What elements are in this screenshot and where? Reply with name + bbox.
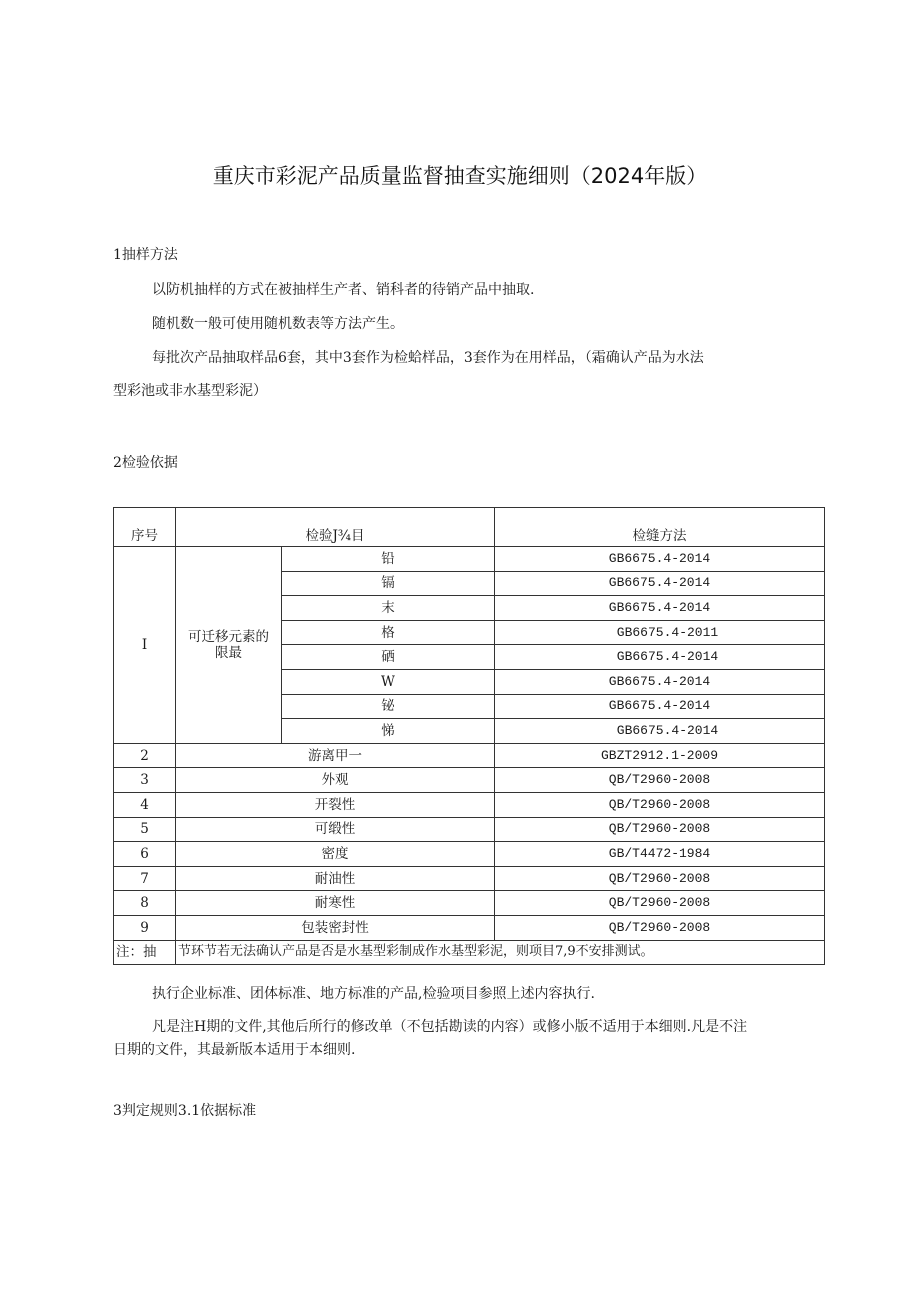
- row-method: GB6675.4-2014: [495, 669, 825, 694]
- row-no: 9: [114, 915, 176, 940]
- table-row: [114, 792, 825, 817]
- row-no: 3: [114, 768, 176, 793]
- row-method: GB6675.4-2011: [495, 620, 825, 645]
- row-item: 格: [282, 620, 495, 645]
- row-method: QB/T2960-2008: [495, 866, 825, 891]
- header-item: 检验J¾目: [176, 508, 495, 547]
- table-row: [114, 891, 825, 916]
- inspection-basis-table: [113, 507, 825, 965]
- row-item: 末: [282, 596, 495, 621]
- table-row: [114, 547, 825, 572]
- row-item: 镉: [282, 571, 495, 596]
- table-row: [114, 915, 825, 940]
- row-method: GB6675.4-2014: [495, 571, 825, 596]
- row-method: QB/T2960-2008: [495, 817, 825, 842]
- table-header-row: [114, 508, 825, 547]
- row-item: W: [282, 669, 495, 694]
- row-item: 耐油性: [176, 866, 495, 891]
- table-note-row: [114, 940, 825, 965]
- row-item: 耐寒性: [176, 891, 495, 916]
- row-no: 4: [114, 792, 176, 817]
- dated-documents-paragraph-line-1: 凡是注H期的文件,其他后所行的修改单（不包括勘读的内容）或修小版不适用于本细则.凡是不注: [152, 1019, 748, 1035]
- row-item: 铋: [282, 694, 495, 719]
- category-line-2: 限最: [215, 644, 242, 661]
- row-method: GB6675.4-2014: [495, 645, 825, 670]
- row-method: GB6675.4-2014: [495, 694, 825, 719]
- group-1-no: I: [114, 547, 176, 744]
- row-no: 8: [114, 891, 176, 916]
- row-item: 游离甲一: [176, 743, 495, 768]
- row-no: 5: [114, 817, 176, 842]
- row-no: 2: [114, 743, 176, 768]
- header-method: 检缝方法: [495, 508, 825, 547]
- row-method: QB/T2960-2008: [495, 768, 825, 793]
- row-method: QB/T2960-2008: [495, 915, 825, 940]
- sampling-paragraph-2: 随机数一般可使用随机数表等方法产生。: [152, 316, 404, 332]
- row-no: 6: [114, 842, 176, 867]
- group-1-category: [176, 547, 282, 744]
- row-method: GBZT2912.1-2009: [495, 743, 825, 768]
- row-method: GB/T4472-1984: [495, 842, 825, 867]
- section-3-heading: 3判定规则3.1依据标准: [113, 1103, 257, 1119]
- row-item: 铅: [282, 547, 495, 572]
- table-row: [114, 768, 825, 793]
- table-note-text: 节环节若无法确认产品是否是水基型彩制成作水基型彩泥，则项目7,9不安排测试。: [176, 940, 825, 965]
- row-item: 硒: [282, 645, 495, 670]
- row-item: 悌: [282, 719, 495, 744]
- row-item: 外观: [176, 768, 495, 793]
- header-no: 序号: [114, 508, 176, 547]
- table-row: [114, 842, 825, 867]
- table-row: [114, 743, 825, 768]
- page-title: 重庆市彩泥产品质量监督抽查实施细则（2024年版）: [212, 164, 708, 188]
- row-item: 密度: [176, 842, 495, 867]
- dated-documents-paragraph-line-2: 日期的文件，其最新版本适用于本细则.: [113, 1042, 356, 1058]
- table-note-label: 注：抽: [114, 940, 176, 965]
- sampling-paragraph-3-line-1: 每批次产品抽取样品6套，其中3套作为检蛤样品，3套作为在用样品，（霜确认产品为水法: [152, 350, 704, 366]
- sampling-paragraph-1: 以防机抽样的方式在被抽样生产者、销科者的待销产品中抽取.: [152, 282, 535, 298]
- row-item: 开裂性: [176, 792, 495, 817]
- row-item: 包装密封性: [176, 915, 495, 940]
- row-item: 可缎性: [176, 817, 495, 842]
- row-method: QB/T2960-2008: [495, 891, 825, 916]
- section-2-heading: 2检验依据: [113, 455, 178, 471]
- row-method: GB6675.4-2014: [495, 719, 825, 744]
- section-1-heading: 1抽样方法: [113, 247, 178, 263]
- table-row: [114, 866, 825, 891]
- category-line-1: 可迁移元素的: [188, 628, 269, 645]
- row-method: GB6675.4-2014: [495, 596, 825, 621]
- row-method: QB/T2960-2008: [495, 792, 825, 817]
- row-no: 7: [114, 866, 176, 891]
- row-method: GB6675.4-2014: [495, 547, 825, 572]
- standards-paragraph: 执行企业标准、团体标准、地方标准的产品,检验项目参照上述内容执行.: [152, 986, 595, 1002]
- table-row: [114, 817, 825, 842]
- sampling-paragraph-3-line-2: 型彩池或非水基型彩泥）: [113, 383, 267, 399]
